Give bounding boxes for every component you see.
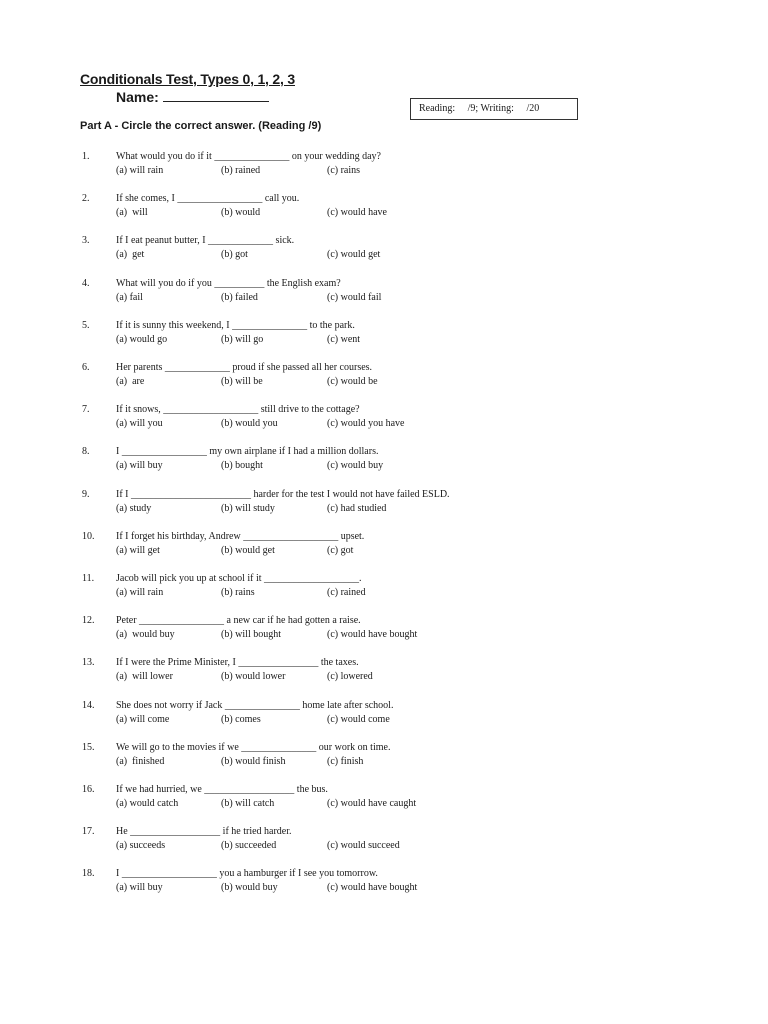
option-b[interactable]: (b) will catch [221,798,275,809]
question-item [0,150,768,180]
option-b[interactable]: (b) comes [221,714,261,725]
question-item [0,783,768,813]
option-b[interactable]: (b) got [221,249,248,260]
question-item [0,656,768,686]
question-number: 13. [82,657,95,668]
option-b[interactable]: (b) will bought [221,629,281,640]
option-c[interactable]: (c) would succeed [327,840,400,851]
question-number: 10. [82,531,95,542]
question-item [0,234,768,264]
option-b[interactable]: (b) succeeded [221,840,277,851]
question-number: 12. [82,615,95,626]
question-number: 7. [82,404,90,415]
question-stem: I ___________________ you a hamburger if I see you tomorrow. [116,868,378,879]
option-c[interactable]: (c) rains [327,165,361,176]
option-b[interactable]: (b) failed [221,292,258,303]
question-number: 4. [82,278,90,289]
option-a[interactable]: (a) will you [116,418,163,429]
question-item [0,403,768,433]
question-stem: Jacob will pick you up at school if it ___________________. [116,573,362,584]
question-number: 2. [82,193,90,204]
option-a[interactable]: (a) get [116,249,145,260]
option-c[interactable]: (c) went [327,334,361,345]
question-stem: If I ________________________ harder for the test I would not have failed ESLD. [116,489,450,500]
option-c[interactable]: (c) would have bought [327,629,418,640]
question-stem: If I eat peanut butter, I _____________ sick. [116,235,295,246]
question-stem: If I forget his birthday, Andrew ___________________ upset. [116,531,365,542]
option-b[interactable]: (b) would lower [221,671,286,682]
option-a[interactable]: (a) will come [116,714,170,725]
option-c[interactable]: (c) got [327,545,354,556]
question-stem: If it snows, ___________________ still drive to the cottage? [116,404,360,415]
option-a[interactable]: (a) will [116,207,148,218]
option-a[interactable]: (a) finished [116,756,165,767]
question-item [0,192,768,222]
question-stem: Her parents _____________ proud if she passed all her courses. [116,362,373,373]
question-item [0,530,768,560]
question-number: 3. [82,235,90,246]
option-c[interactable]: (c) would have caught [327,798,417,809]
option-b[interactable]: (b) rained [221,165,261,176]
question-item [0,572,768,602]
question-number: 6. [82,362,90,373]
question-item [0,488,768,518]
option-c[interactable]: (c) would fail [327,292,382,303]
question-stem: I _________________ my own airplane if I had a million dollars. [116,446,379,457]
question-item [0,445,768,475]
score-box: Reading: /9; Writing: /20 [410,98,578,120]
option-c[interactable]: (c) would get [327,249,381,260]
question-number: 8. [82,446,90,457]
option-b[interactable]: (b) rains [221,587,255,598]
option-a[interactable]: (a) will lower [116,671,173,682]
question-number: 14. [82,700,95,711]
question-stem: She does not worry if Jack _______________ home late after school. [116,700,394,711]
option-c[interactable]: (c) would you have [327,418,405,429]
option-b[interactable]: (b) will be [221,376,263,387]
option-a[interactable]: (a) will rain [116,165,164,176]
option-b[interactable]: (b) would [221,207,261,218]
option-c[interactable]: (c) would come [327,714,390,725]
test-title: Conditionals Test, Types 0, 1, 2, 3 [80,71,295,87]
question-item [0,867,768,897]
option-a[interactable]: (a) are [116,376,145,387]
option-c[interactable]: (c) would buy [327,460,384,471]
option-b[interactable]: (b) would buy [221,882,278,893]
question-stem: We will go to the movies if we _______________ our work on time. [116,742,391,753]
option-b[interactable]: (b) would finish [221,756,286,767]
question-stem: If I were the Prime Minister, I ________________ the taxes. [116,657,359,668]
name-label: Name: [116,89,159,105]
option-a[interactable]: (a) will buy [116,460,163,471]
option-b[interactable]: (b) would get [221,545,275,556]
question-stem: He __________________ if he tried harder. [116,826,292,837]
name-row [116,89,269,105]
question-item [0,614,768,644]
question-item [0,741,768,771]
option-c[interactable]: (c) would have [327,207,387,218]
question-item [0,825,768,855]
question-item [0,699,768,729]
question-stem: If it is sunny this weekend, I _______________ to the park. [116,320,355,331]
option-a[interactable]: (a) would buy [116,629,175,640]
option-c[interactable]: (c) would have bought [327,882,418,893]
option-a[interactable]: (a) will rain [116,587,164,598]
option-a[interactable]: (a) would go [116,334,168,345]
question-number: 9. [82,489,90,500]
option-c[interactable]: (c) lowered [327,671,373,682]
option-a[interactable]: (a) would catch [116,798,179,809]
question-item [0,319,768,349]
question-stem: If she comes, I _________________ call you. [116,193,300,204]
question-stem: Peter _________________ a new car if he had gotten a raise. [116,615,361,626]
name-blank[interactable] [163,89,269,102]
option-a[interactable]: (a) succeeds [116,840,166,851]
question-number: 15. [82,742,95,753]
option-b[interactable]: (b) will go [221,334,264,345]
option-b[interactable]: (b) will study [221,503,275,514]
option-c[interactable]: (c) would be [327,376,378,387]
question-stem: What will you do if you __________ the English exam? [116,278,341,289]
option-b[interactable]: (b) would you [221,418,278,429]
question-item [0,361,768,391]
option-c[interactable]: (c) finish [327,756,364,767]
question-number: 18. [82,868,95,879]
question-number: 17. [82,826,95,837]
option-a[interactable]: (a) study [116,503,152,514]
option-a[interactable]: (a) fail [116,292,143,303]
part-a-heading: Part A - Circle the correct answer. (Reading /9) [80,120,322,132]
question-number: 1. [82,151,90,162]
question-stem: What would you do if it _______________ on your wedding day? [116,151,381,162]
question-stem: If we had hurried, we __________________ the bus. [116,784,328,795]
question-number: 16. [82,784,95,795]
option-c[interactable]: (c) had studied [327,503,387,514]
option-a[interactable]: (a) will get [116,545,160,556]
question-number: 11. [82,573,95,584]
question-number: 5. [82,320,90,331]
option-c[interactable]: (c) rained [327,587,366,598]
question-item [0,277,768,307]
option-a[interactable]: (a) will buy [116,882,163,893]
option-b[interactable]: (b) bought [221,460,263,471]
